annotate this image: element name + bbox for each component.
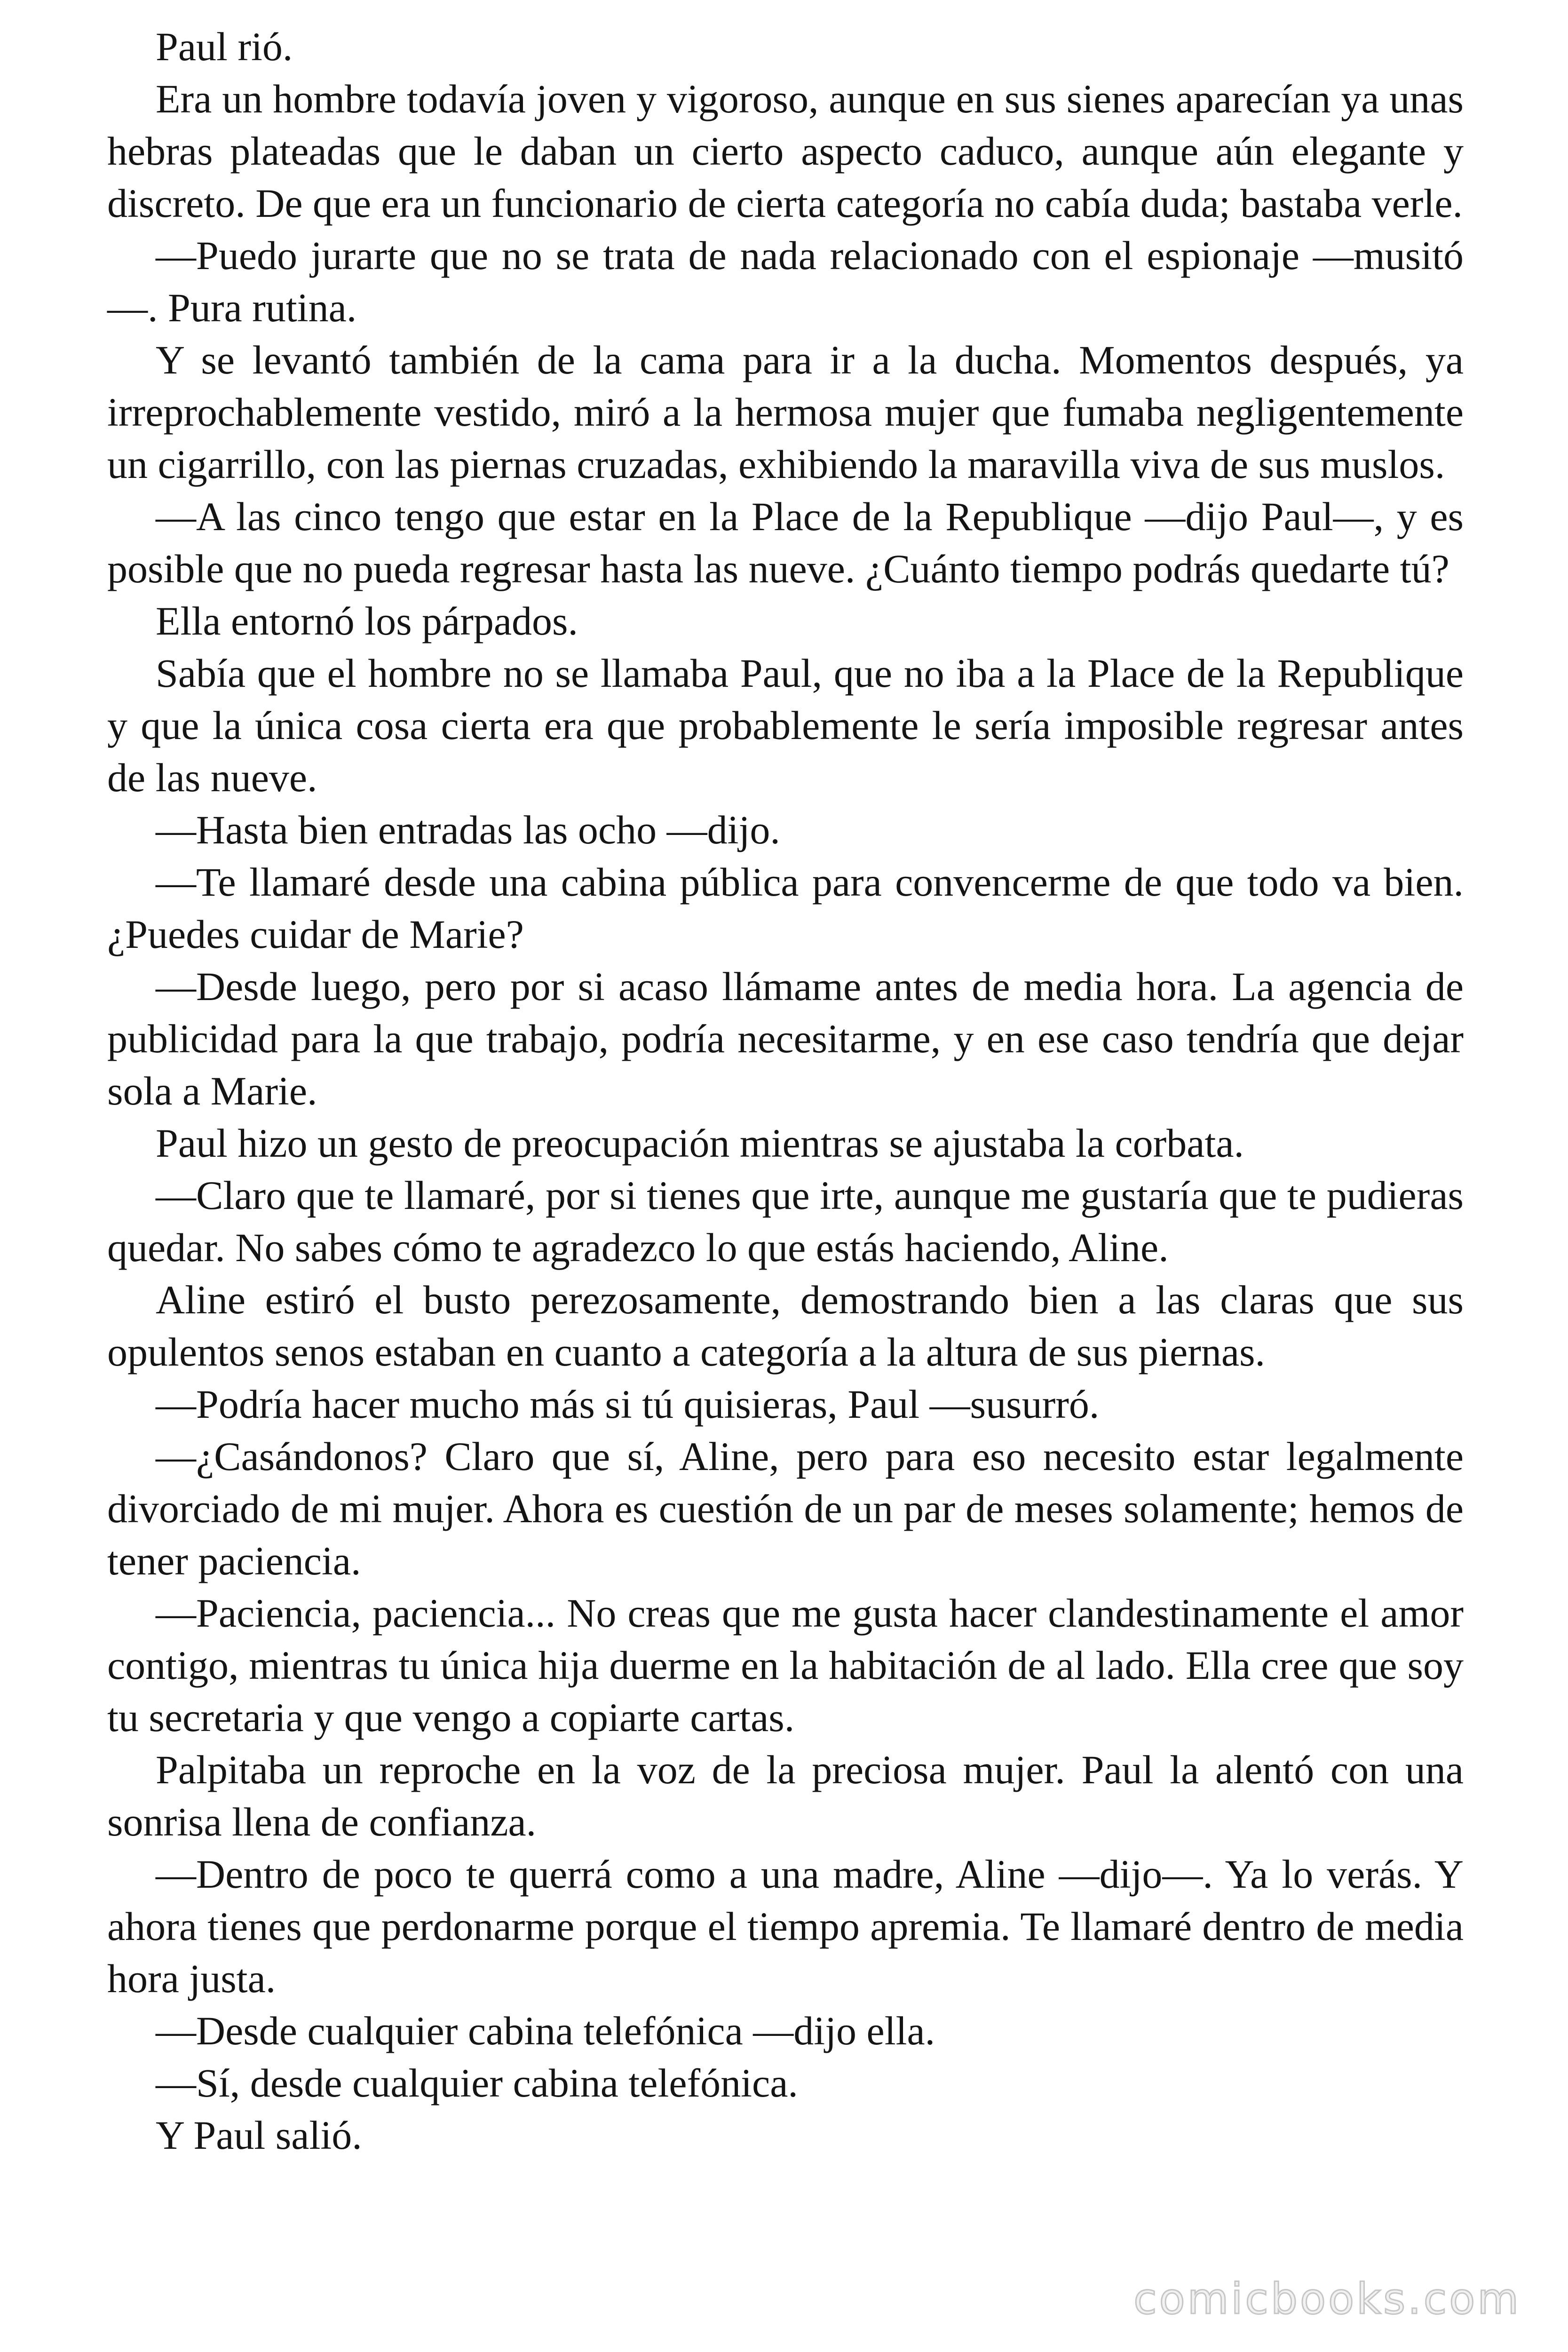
paragraph: Palpitaba un reproche en la voz de la preciosa mujer. Paul la alentó con una sonrisa llena de confianza.	[107, 1747, 1464, 1844]
paragraph: Y se levantó también de la cama para ir a la ducha. Momentos después, ya irreprochablemente vestido, miró a la hermosa mujer que fumaba negligentemente un cigarrillo, con las piernas cruzadas, exhibiendo la maravilla viva de sus muslos.	[107, 337, 1464, 487]
paragraph: —¿Casándonos? Claro que sí, Aline, pero para eso necesito estar legalmente divorciado de mi mujer. Ahora es cuestión de un par de meses solamente; hemos de tener paciencia.	[107, 1434, 1464, 1583]
page-body	[107, 21, 1464, 2161]
paragraph: Y Paul salió.	[156, 2113, 362, 2158]
paragraph: Sabía que el hombre no se llamaba Paul, que no iba a la Place de la Republique y que la única cosa cierta era que probablemente le sería imposible regresar antes de las nueve.	[107, 651, 1464, 800]
paragraph: —Te llamaré desde una cabina pública para convencerme de que todo va bien. ¿Puedes cuidar de Marie?	[107, 859, 1464, 957]
paragraph: —Claro que te llamaré, por si tienes que irte, aunque me gustaría que te pudieras quedar. No sabes cómo te agradezco lo que estás haciendo, Aline.	[107, 1173, 1464, 1270]
paragraph: —Puedo jurarte que no se trata de nada relacionado con el espionaje —musitó—. Pura rutina.	[107, 233, 1464, 330]
paragraph: —Desde cualquier cabina telefónica —dijo ella.	[156, 2008, 935, 2053]
paragraph: —Paciencia, paciencia... No creas que me gusta hacer clandestinamente el amor contigo, mientras tu única hija duerme en la habitación de al lado. Ella cree que soy tu secretaria y que vengo a copiarte cartas.	[107, 1590, 1464, 1740]
paragraph: Ella entornó los párpados.	[156, 598, 578, 644]
paragraph: Aline estiró el busto perezosamente, demostrando bien a las claras que sus opulentos senos estaban en cuanto a categoría a la altura de sus piernas.	[107, 1277, 1464, 1375]
paragraph: —Dentro de poco te querrá como a una madre, Aline —dijo—. Ya lo verás. Y ahora tienes que perdonarme porque el tiempo apremia. Te llamaré dentro de media hora justa.	[107, 1851, 1464, 2001]
paragraph: —Desde luego, pero por si acaso llámame antes de media hora. La agencia de publicidad para la que trabajo, podría necesitarme, y en ese caso tendría que dejar sola a Marie.	[107, 964, 1464, 1113]
paragraph: Paul hizo un gesto de preocupación mientras se ajustaba la corbata.	[156, 1120, 1244, 1166]
paragraph: —Hasta bien entradas las ocho —dijo.	[156, 807, 780, 852]
paragraph: Era un hombre todavía joven y vigoroso, aunque en sus sienes aparecían ya unas hebras plateadas que le daban un cierto aspecto caduco, aunque aún elegante y discreto. De que era un funcionario de cierta categoría no cabía duda; bastaba verle.	[107, 76, 1464, 226]
paragraph: —Sí, desde cualquier cabina telefónica.	[156, 2060, 798, 2106]
paragraph: Paul rió.	[156, 24, 293, 69]
paragraph: —A las cinco tengo que estar en la Place de la Republique —dijo Paul—, y es posible que no pueda regresar hasta las nueve. ¿Cuánto tiempo podrás quedarte tú?	[107, 494, 1464, 591]
watermark: comicbooks.com	[1133, 2274, 1521, 2324]
paragraph: —Podría hacer mucho más si tú quisieras, Paul —susurró.	[156, 1382, 1100, 1427]
